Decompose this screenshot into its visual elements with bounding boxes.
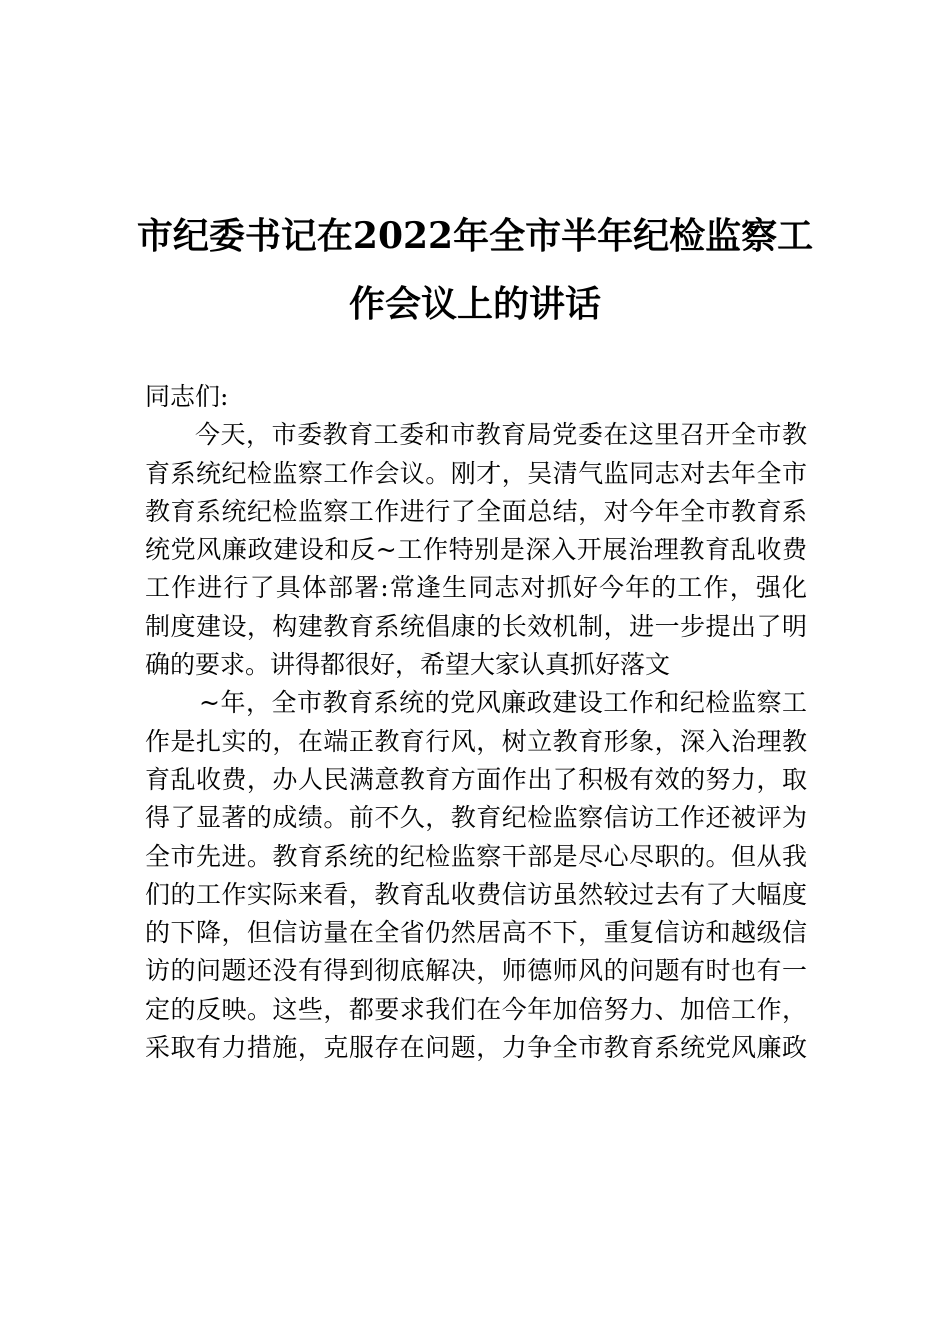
- paragraph-2-line: 育乱收费，办人民满意教育方面作出了积极有效的努力，取: [145, 764, 807, 794]
- paragraph-2-line: 全市先进。教育系统的纪检监察干部是尽心尽职的。但从我: [145, 841, 807, 871]
- paragraph-1-line: 教育系统纪检监察工作进行了全面总结，对今年全市教育系: [145, 496, 807, 526]
- paragraph-2-line: 定的反映。这些，都要求我们在今年加倍努力、加倍工作，: [145, 994, 807, 1024]
- paragraph-1-line: 确的要求。讲得都很好，希望大家认真抓好落文: [145, 650, 671, 680]
- paragraph-2-line: ~年，全市教育系统的党风廉政建设工作和纪检监察工: [199, 688, 807, 718]
- paragraph-1-line: 制度建设，构建教育系统倡康的长效机制，进一步提出了明: [145, 611, 807, 641]
- paragraph-1-line: 工作进行了具体部署:常逢生同志对抓好今年的工作，强化: [145, 573, 807, 603]
- paragraph-2-line: 们的工作实际来看，教育乱收费信访虽然较过去有了大幅度: [145, 879, 807, 909]
- paragraph-2-line: 的下降，但信访量在全省仍然居高不下，重复信访和越级信: [145, 918, 807, 948]
- salutation: 同志们:: [145, 382, 229, 411]
- paragraph-2-line: 访的问题还没有得到彻底解决，师德师风的问题有时也有一: [145, 956, 807, 986]
- paragraph-2-line: 采取有力措施，克服存在问题，力争全市教育系统党风廉政: [145, 1033, 807, 1063]
- paragraph-1-line: 统党风廉政建设和反~工作特别是深入开展治理教育乱收费: [145, 535, 807, 565]
- document-body: [145, 378, 807, 1067]
- document-title-line-1: 市纪委书记在2022年全市半年纪检监察工: [136, 215, 814, 257]
- paragraph-2-line: 得了显著的成绩。前不久，教育纪检监察信访工作还被评为: [145, 803, 807, 833]
- paragraph-1-line: 育系统纪检监察工作会议。刚才，吴清气监同志对去年全市: [145, 458, 807, 488]
- paragraph-1-line: 今天，市委教育工委和市教育局党委在这里召开全市教: [195, 420, 807, 450]
- paragraph-2-line: 作是扎实的，在端正教育行风，树立教育形象，深入治理教: [145, 726, 807, 756]
- document-title-line-2: 作会议上的讲话: [348, 283, 601, 325]
